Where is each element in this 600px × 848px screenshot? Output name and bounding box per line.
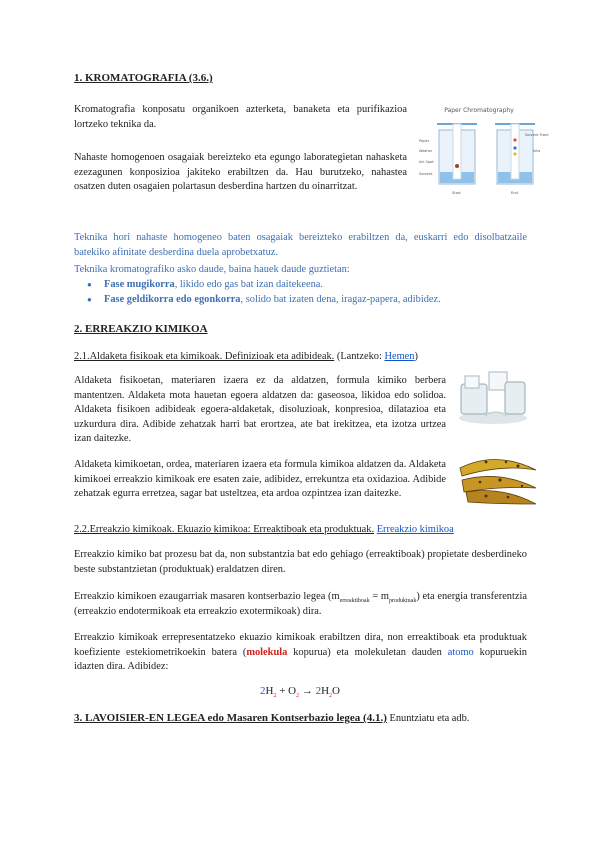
label-washer: Washer (419, 149, 433, 153)
chemical-equation (0, 684, 600, 699)
subsection-2-2 (74, 523, 534, 538)
hemen-link[interactable]: Hemen (384, 351, 415, 362)
list-item (74, 293, 527, 308)
phase-list (74, 278, 527, 307)
subsection-2-2-title: 2.2.Erreakzio kimikoak. Ekuazio kimikoa: Erreaktiboak eta produktuak. (74, 524, 375, 535)
props-text-b: = m (369, 591, 389, 602)
eq-sub-h2: 2 (329, 693, 333, 700)
section-3-heading: 3. LAVOISIER-EN LEGEA edo Masaren Kontserbazio legea (4.1.) (74, 712, 387, 724)
ice-water-image (455, 368, 531, 426)
sec1-paragraph-4: Teknika kromatografiko asko daude, baina hauek daude guztietan: (74, 264, 350, 275)
label-end: End (511, 191, 518, 195)
eq-h: H (265, 685, 274, 697)
section-3 (74, 711, 544, 727)
section-1-heading: 1. KROMATOGRAFIA (3.6.) (74, 72, 213, 84)
sec2-equation-explanation (74, 631, 527, 675)
lantzeko-prefix: (Lantzeko: (336, 351, 385, 362)
atomo-term: atomo (447, 646, 474, 658)
stationary-phase-term: Fase geldikorra edo egonkorra (104, 293, 241, 305)
lantzeko-suffix: ) (414, 351, 418, 362)
label-paper: Paper (419, 139, 430, 143)
expl-text-a: Erreakzio kimikoak errepresentatzeko ekuazio kimikoak erabiltzen dira, non erreaktiboak eta produktuak koefiziente estekiometrikoekin batera ( (74, 632, 527, 658)
coef-h2o: 2 (315, 685, 322, 697)
sec1-paragraph-3: Teknika hori nahaste homogeneo baten osagaiak bereizteko erabiltzen da, euskarri edo disolbatzaile batekiko afinitate desberdina duela aprobetxatuz. (74, 232, 527, 258)
props-text-c: ) eta energia transferentzia (erreakzio endotermikoak eta erreakzio exotermikoak) dira. (74, 591, 527, 617)
label-start: Start (452, 191, 461, 195)
molekula-term: molekula (246, 646, 288, 658)
sec2-physical-changes: Aldaketa fisikoetan, materiaren izaera ez da aldatzen, formula kimiko berbera mantentzen. Aldaketa mota hauetan egoera aldatzen da: gaseosoa, likidoa edo solidoa. Aldaketa fisikoen adibideak egoera-aldaketak, disoluzioak, konpresioa, dilatazioa eta uzkurdura dira. Adibide zehatzak harri bat erortzea, ate bat irekitzea, eta izotza urtzea izan daitezke. (74, 375, 446, 444)
expl-text-b: kopurua) eta molekuletan dauden (287, 646, 448, 658)
label-inks: Inks (533, 149, 541, 153)
stationary-phase-desc: , solido bat izaten dena, iragaz-papera, adibidez. (240, 293, 441, 305)
section-3-tail: Enuntziatu eta adb. (386, 713, 470, 724)
label-solvent-front: Solvent Front (525, 133, 549, 137)
label-solvent: Solvent (419, 172, 433, 176)
banana-image (456, 448, 540, 510)
sec1-paragraph-2: Nahaste homogenoen osagaiak bereizteko eta egungo laborategietan nahasketa ezezagunen konposizioa jakiteko erabiltzen da. Hau burutzeko, nahastea osatzen duten osagaien polartasun desberdina hartzen du oinarritzat. (74, 152, 407, 192)
eq-arrow: → (299, 685, 316, 697)
mobile-phase-desc: , likido edo gas bat izan daitekeena. (174, 279, 324, 290)
eq-plus-o: + O (276, 685, 297, 697)
list-item (74, 278, 527, 293)
section-2-heading: 2. ERREAKZIO KIMIKOA (74, 323, 208, 335)
subsection-2-1-title: 2.1.Aldaketa fisikoak eta kimikoak. Definizioak eta adibideak. (74, 351, 335, 362)
expl-text-c: kopuruekin idazten dira. Adibidez: (74, 646, 527, 672)
sec2-reaction-properties (74, 590, 527, 619)
sec2-reaction-definition: Erreakzio kimiko bat prozesu bat da, non substantzia bat edo gehiago (erreaktiboak) propietate desberdineko beste substantzietan (produktuak) eraldatzen diren. (74, 549, 527, 575)
props-sub-products: produktuak (389, 598, 417, 605)
props-text-a: Erreakzio kimikoen ezaugarriak masaren kontserbazio legea (m (74, 591, 340, 602)
label-ink-spot: Ink Spot (419, 160, 434, 164)
erreakzio-kimikoa-link[interactable]: Erreakzio kimikoa (376, 524, 454, 535)
sec1-paragraph-1: Kromatografia konposatu organikoen azterketa, banaketa eta purifikazioa lortzeko teknika da. (74, 104, 407, 130)
image-title: Paper Chromatography (444, 107, 514, 114)
chromatography-image (415, 102, 549, 206)
mobile-phase-term: Fase mugikorra (104, 279, 175, 290)
eq-sub-o: 2 (296, 693, 300, 700)
subsection-2-1 (74, 350, 534, 365)
props-sub-reactants: erreaktiboak (339, 598, 370, 605)
eq-sub-h: 2 (273, 693, 277, 700)
eq-h2: H (321, 685, 330, 697)
sec2-chemical-changes: Aldaketa kimikoetan, ordea, materiaren izaera eta formula kimikoa aldatzen da. Aldaketa kimikoei erreakzio kimikoak ere esaten zaie, adibidez, errekuntza eta oxidazioa. Adibide zehatzak egurra erretzea, sagar bat usteltzea, eta ardoa ozpintzea izan daitezke. (74, 459, 446, 499)
coef-h2: 2 (259, 685, 266, 697)
eq-o: O (332, 685, 340, 697)
